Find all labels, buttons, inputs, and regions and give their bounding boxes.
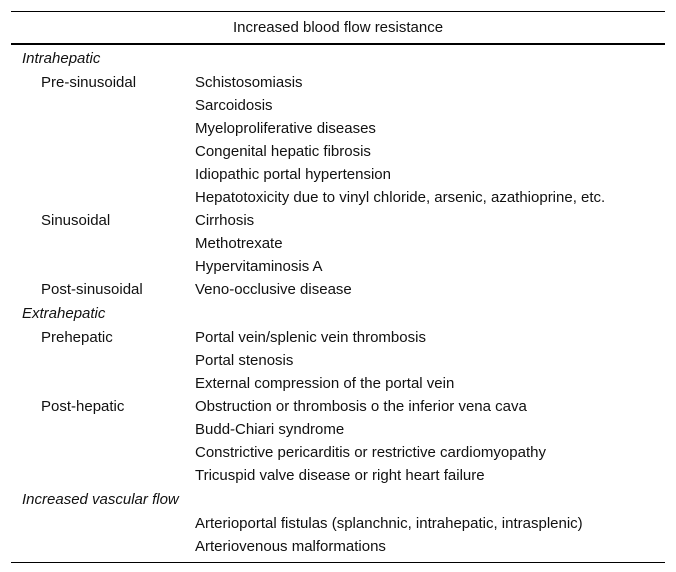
subcategory-label: Prehepatic	[41, 329, 113, 346]
cause-item: Arterioportal fistulas (splanchnic, intrahepatic, intrasplenic)	[195, 515, 583, 532]
table-row	[11, 418, 665, 441]
section-row-increased-flow	[11, 488, 665, 512]
cause-item: Schistosomiasis	[195, 74, 303, 91]
table-row	[11, 535, 665, 558]
section-row-intrahepatic	[11, 47, 665, 71]
table-header: Increased blood flow resistance	[232, 19, 444, 36]
cause-item: Hepatotoxicity due to vinyl chloride, arsenic, azathioprine, etc.	[195, 189, 606, 206]
subcategory-spacer	[11, 140, 195, 163]
subcategory-label: Post-sinusoidal	[41, 281, 143, 298]
subcategory-spacer	[11, 349, 195, 372]
subcategory-spacer	[11, 441, 195, 464]
table-row	[11, 163, 665, 186]
table-row	[11, 94, 665, 117]
subcategory-label: Post-hepatic	[41, 398, 125, 415]
table-row	[11, 278, 665, 301]
subcategory-spacer	[11, 535, 195, 558]
cause-item: Portal vein/splenic vein thrombosis	[195, 329, 426, 346]
table-row	[11, 441, 665, 464]
table-row	[11, 372, 665, 395]
subcategory-spacer	[11, 255, 195, 278]
subcategory-spacer	[11, 372, 195, 395]
cause-item: Congenital hepatic fibrosis	[195, 143, 371, 160]
table-body	[11, 45, 665, 562]
section-label: Extrahepatic	[22, 305, 106, 322]
subcategory-spacer	[11, 94, 195, 117]
cause-item: Methotrexate	[195, 235, 283, 252]
cause-item: Arteriovenous malformations	[195, 538, 386, 555]
cause-item: Budd-Chiari syndrome	[195, 421, 345, 438]
table-row	[11, 349, 665, 372]
table-bottom-rule	[11, 562, 665, 563]
subcategory-spacer	[11, 512, 195, 535]
cause-item: Hypervitaminosis A	[195, 258, 323, 275]
cause-item: Myeloproliferative diseases	[195, 120, 376, 137]
cause-item: Sarcoidosis	[195, 97, 273, 114]
table-row	[11, 209, 665, 232]
table-row	[11, 464, 665, 487]
section-label: Intrahepatic	[22, 50, 101, 67]
subcategory-spacer	[11, 117, 195, 140]
table-row	[11, 71, 665, 94]
subcategory-label: Sinusoidal	[41, 212, 111, 229]
table-row	[11, 186, 665, 209]
table-row	[11, 232, 665, 255]
subcategory-spacer	[11, 163, 195, 186]
cause-item: Portal stenosis	[195, 352, 294, 369]
table-row	[11, 512, 665, 535]
cause-item: Obstruction or thrombosis o the inferior vena cava	[195, 398, 527, 415]
section-row-extrahepatic	[11, 302, 665, 326]
cause-item: Constrictive pericarditis or restrictive cardiomyopathy	[195, 444, 546, 461]
subcategory-spacer	[11, 464, 195, 487]
cause-item: Veno-occlusive disease	[195, 281, 352, 298]
table-row	[11, 326, 665, 349]
cause-item: External compression of the portal vein	[195, 375, 455, 392]
table-row	[11, 140, 665, 163]
table-row	[11, 395, 665, 418]
subcategory-label: Pre-sinusoidal	[41, 74, 137, 91]
table-row	[11, 255, 665, 278]
subcategory-spacer	[11, 232, 195, 255]
cause-item: Idiopathic portal hypertension	[195, 166, 391, 183]
section-label: Increased vascular flow	[22, 491, 179, 508]
subcategory-spacer	[11, 186, 195, 209]
etiology-table	[11, 11, 665, 563]
cause-item: Cirrhosis	[195, 212, 255, 229]
subcategory-spacer	[11, 418, 195, 441]
cause-item: Tricuspid valve disease or right heart failure	[195, 467, 485, 484]
table-row	[11, 117, 665, 140]
